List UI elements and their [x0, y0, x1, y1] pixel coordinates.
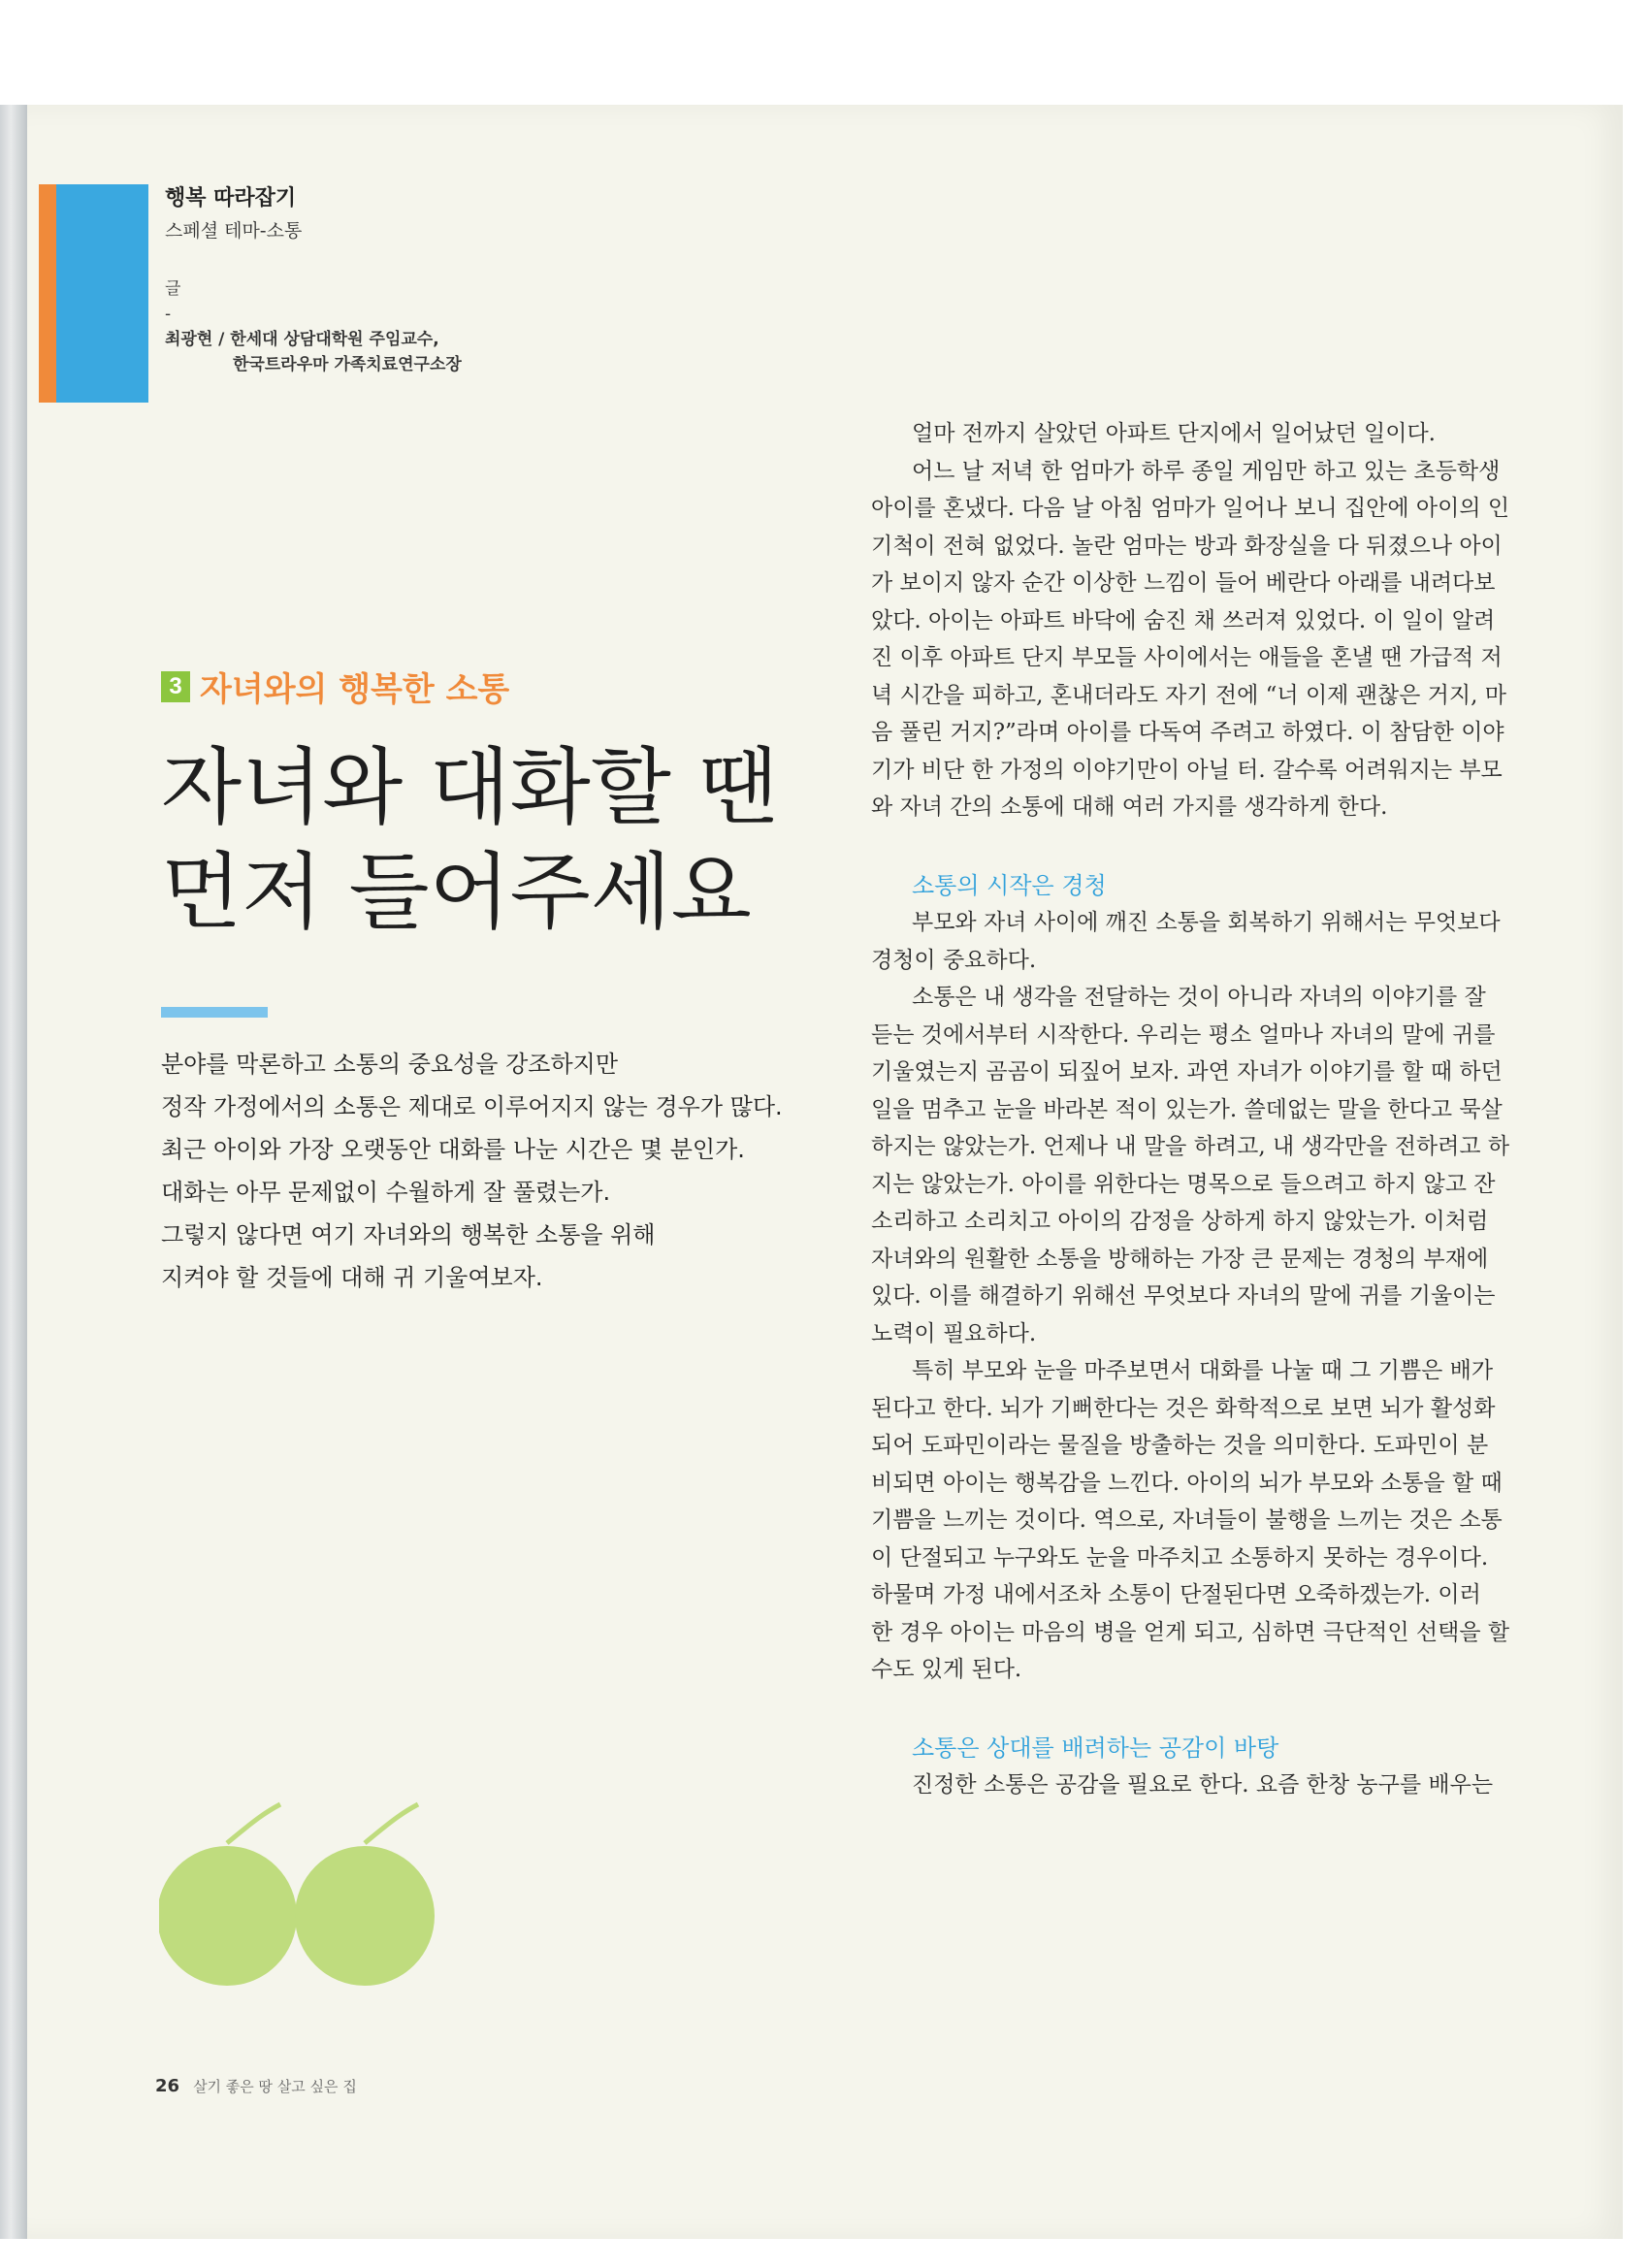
lead-line: 대화는 아무 문제없이 수월하게 잘 풀렸는가. [161, 1179, 611, 1206]
article-topic-tag [161, 663, 509, 710]
body-line: 노력이 필요하다. [871, 1320, 1037, 1346]
body-line: 았다. 아이는 아파트 바닥에 숨진 채 쓰러져 있었다. 이 일이 알려 [871, 607, 1496, 633]
quotation-mark-icon [159, 1785, 440, 2008]
body-line: 아이를 혼냈다. 다음 날 아침 엄마가 일어나 보니 집안에 아이의 인 [871, 496, 1510, 521]
lead-line: 최근 아이와 가장 오랫동안 대화를 나눈 시간은 몇 분인가. [161, 1136, 745, 1163]
paragraph-gap [871, 826, 1511, 867]
body-line: 경청이 중요하다. [871, 947, 1037, 973]
blue-accent-block [56, 184, 148, 403]
body-line: 기울였는지 곰곰이 되짚어 보자. 과연 자녀가 이야기를 할 때 하던 [871, 1059, 1503, 1085]
byline-label: 글 [165, 279, 181, 299]
body-line: 이 단절되고 누구와도 눈을 마주치고 소통하지 못하는 경우이다. [871, 1544, 1489, 1571]
body-line: 있다. 이를 해결하기 위해선 무엇보다 자녀의 말에 귀를 기울이는 [871, 1283, 1496, 1309]
body-line: 소리하고 소리치고 아이의 감정을 상하게 하지 않았는가. 이처럼 [871, 1209, 1489, 1234]
section-title: 행복 따라잡기 [165, 186, 297, 211]
byline-dash: - [165, 305, 172, 324]
author-line-2: 한국트라우마 가족치료연구소장 [233, 355, 462, 374]
scan-top-margin [0, 0, 1649, 105]
magazine-title: 살기 좋은 땅 살고 싶은 집 [193, 2078, 357, 2095]
lead-line: 분야를 막론하고 소통의 중요성을 강조하지만 [161, 1051, 619, 1078]
body-line: 한 경우 아이는 마음의 병을 얻게 되고, 심하면 극단적인 선택을 할 [871, 1619, 1510, 1645]
paragraph-gap [871, 1689, 1511, 1730]
body-line: 진 이후 아파트 단지 부모들 사이에서는 애들을 혼낼 땐 가급적 저 [871, 645, 1503, 670]
body-line: 비되면 아이는 행복감을 느낀다. 아이의 뇌가 부모와 소통을 할 때 [871, 1470, 1503, 1496]
article-topic: 자녀와의 행복한 소통 [200, 670, 510, 709]
page-number: 26 [155, 2076, 180, 2096]
page-footer [155, 2076, 357, 2096]
author-line-1: 최광현 / 한세대 상담대학원 주임교수, [165, 330, 439, 349]
subheading-empathy: 소통은 상대를 배려하는 공감이 바탕 [912, 1733, 1279, 1762]
lead-line: 정작 가정에서의 소통은 제대로 이루어지지 않는 경우가 많다. [161, 1093, 783, 1120]
article-number-badge: 3 [161, 671, 190, 702]
headline-line-1: 자녀와 대화할 땐 [161, 739, 779, 836]
lead-line: 그렇지 않다면 여기 자녀와의 행복한 소통을 위해 [161, 1221, 656, 1248]
body-line: 수도 있게 된다. [871, 1657, 1022, 1682]
body-line: 특히 부모와 눈을 마주보면서 대화를 나눌 때 그 기쁨은 배가 [912, 1358, 1494, 1383]
body-line: 기쁨을 느끼는 것이다. 역으로, 자녀들이 불행을 느끼는 것은 소통 [871, 1507, 1503, 1533]
lead-line: 지켜야 할 것들에 대해 귀 기울여보자. [161, 1264, 543, 1291]
body-line: 어느 날 저녁 한 엄마가 하루 종일 게임만 하고 있는 초등학생 [912, 458, 1501, 484]
scan-bottom-margin [0, 2239, 1649, 2268]
body-line: 듣는 것에서부터 시작한다. 우리는 평소 얼마나 자녀의 말에 귀를 [871, 1021, 1496, 1048]
body-line: 가 보이지 않자 순간 이상한 느낌이 들어 베란다 아래를 내려다보 [871, 570, 1496, 596]
lead-paragraph [161, 1043, 783, 1299]
body-line: 부모와 자녀 사이에 깨진 소통을 회복하기 위해서는 무엇보다 [912, 910, 1501, 935]
section-subtitle: 스페셜 테마-소통 [165, 220, 303, 242]
body-line: 된다고 한다. 뇌가 기뻐한다는 것은 화학적으로 보면 뇌가 활성화 [871, 1395, 1496, 1421]
body-line: 자녀와의 원활한 소통을 방해하는 가장 큰 문제는 경청의 부재에 [871, 1246, 1489, 1272]
headline-line-2: 먼저 들어주세요 [161, 844, 752, 941]
article-body [871, 415, 1511, 1804]
body-line: 와 자녀 간의 소통에 대해 여러 가지를 생각하게 한다. [871, 794, 1388, 820]
lead-divider-bar [161, 1007, 268, 1018]
body-line: 음 풀린 거지?”라며 아이를 다독여 주려고 하였다. 이 참담한 이야 [871, 720, 1504, 745]
body-line: 녁 시간을 피하고, 혼내더라도 자기 전에 “너 이제 괜찮은 거지, 마 [871, 682, 1506, 708]
body-line: 기척이 전혀 없었다. 놀란 엄마는 방과 화장실을 다 뒤졌으나 아이 [871, 533, 1503, 559]
body-line: 얼마 전까지 살았던 아파트 단지에서 일어났던 일이다. [912, 421, 1436, 446]
article-headline [161, 735, 778, 945]
page-spine [0, 105, 27, 2239]
body-line: 기가 비단 한 가정의 이야기만이 아닐 터. 갈수록 어려워지는 부모 [871, 757, 1503, 783]
body-line: 소통은 내 생각을 전달하는 것이 아니라 자녀의 이야기를 잘 [912, 985, 1486, 1010]
subheading-listening: 소통의 시작은 경청 [912, 871, 1107, 899]
orange-accent-tab [39, 184, 56, 403]
body-line: 되어 도파민이라는 물질을 방출하는 것을 의미한다. 도파민이 분 [871, 1433, 1489, 1458]
body-line: 하지는 않았는가. 언제나 내 말을 하려고, 내 생각만을 전하려고 하 [871, 1134, 1510, 1159]
body-line: 진정한 소통은 공감을 필요로 한다. 요즘 한창 농구를 배우는 [912, 1772, 1494, 1798]
section-header [165, 182, 302, 246]
body-line: 지는 않았는가. 아이를 위한다는 명목으로 들으려고 하지 않고 잔 [871, 1171, 1496, 1197]
body-line: 일을 멈추고 눈을 바라본 적이 있는가. 쓸데없는 말을 한다고 묵살 [871, 1096, 1503, 1122]
byline [165, 276, 462, 377]
body-line: 하물며 가정 내에서조차 소통이 단절된다면 오죽하겠는가. 이러 [871, 1582, 1481, 1607]
